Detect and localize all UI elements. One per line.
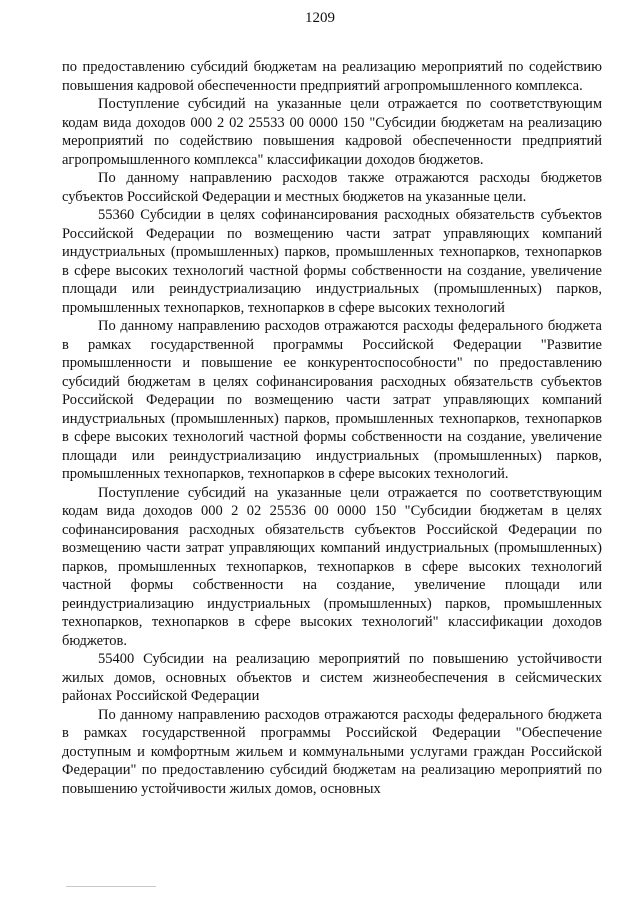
paragraph: Поступление субсидий на указанные цели отражается по соответствующим кодам вида доходов 000 2 02 25536 00 0000 150 "Субсидии бюджетам в целях софинансирования расходных обязательств субъектов Российской Федерации по возмещению части затрат управляющих компаний индустриальных (промышленных) парков, промышленных технопарков, технопарков в сфере высоких технологий частной формы собственности на создание, увеличение площади или реиндустриализацию индустриальных (промышленных) парков, промышленных технопарков, технопарков в сфере высоких технологий" классификации доходов бюджетов. [62,484,602,649]
document-body [62,58,602,798]
paragraph: Поступление субсидий на указанные цели отражается по соответствующим кодам вида доходов 000 2 02 25533 00 0000 150 "Субсидии бюджетам на реализацию мероприятий по содействию повышения кадровой обеспеченности предприятий агропромышленного комплекса" классификации доходов бюджетов. [62,96,602,168]
scan-artifact [66,886,156,887]
paragraph: По данному направлению расходов отражаются расходы федерального бюджета в рамках государственной программы Российской Федерации "Развитие промышленности и повышение ее конкурентоспособности" по предоставлению субсидий бюджетам в целях софинансирования расходных обязательств субъектов Российской Федерации по возмещению части затрат управляющих компаний индустриальных (промышленных) парков, промышленных технопарков, технопарков в сфере высоких технологий частной формы собственности на создание, увеличение площади или реиндустриализацию индустриальных (промышленных) парков, промышленных технопарков, технопарков в сфере высоких технологий. [62,318,602,482]
paragraph: По данному направлению расходов также отражаются расходы бюджетов субъектов Российской Федерации и местных бюджетов на указанные цели. [62,170,602,205]
paragraph: 55360 Субсидии в целях софинансирования расходных обязательств субъектов Российской Федерации по возмещению части затрат управляющих компаний индустриальных (промышленных) парков, промышленных технопарков, технопарков в сфере высоких технологий частной формы собственности на создание, увеличение площади или реиндустриализацию индустриальных (промышленных) парков, промышленных технопарков, технопарков в сфере высоких технологий [62,207,602,316]
paragraph: 55400 Субсидии на реализацию мероприятий по повышению устойчивости жилых домов, основных объектов и систем жизнеобеспечения в сейсмических районах Российской Федерации [62,651,602,704]
paragraph: По данному направлению расходов отражаются расходы федерального бюджета в рамках государственной программы Российской Федерации "Обеспечение доступным и комфортным жильем и коммунальными услугами граждан Российской Федерации" по предоставлению субсидий бюджетам на реализацию мероприятий по повышению устойчивости жилых домов, основных [62,706,602,797]
paragraph: по предоставлению субсидий бюджетам на реализацию мероприятий по содействию повышения кадровой обеспеченности предприятий агропромышленного комплекса. [62,59,602,94]
page-number: 1209 [305,10,335,26]
